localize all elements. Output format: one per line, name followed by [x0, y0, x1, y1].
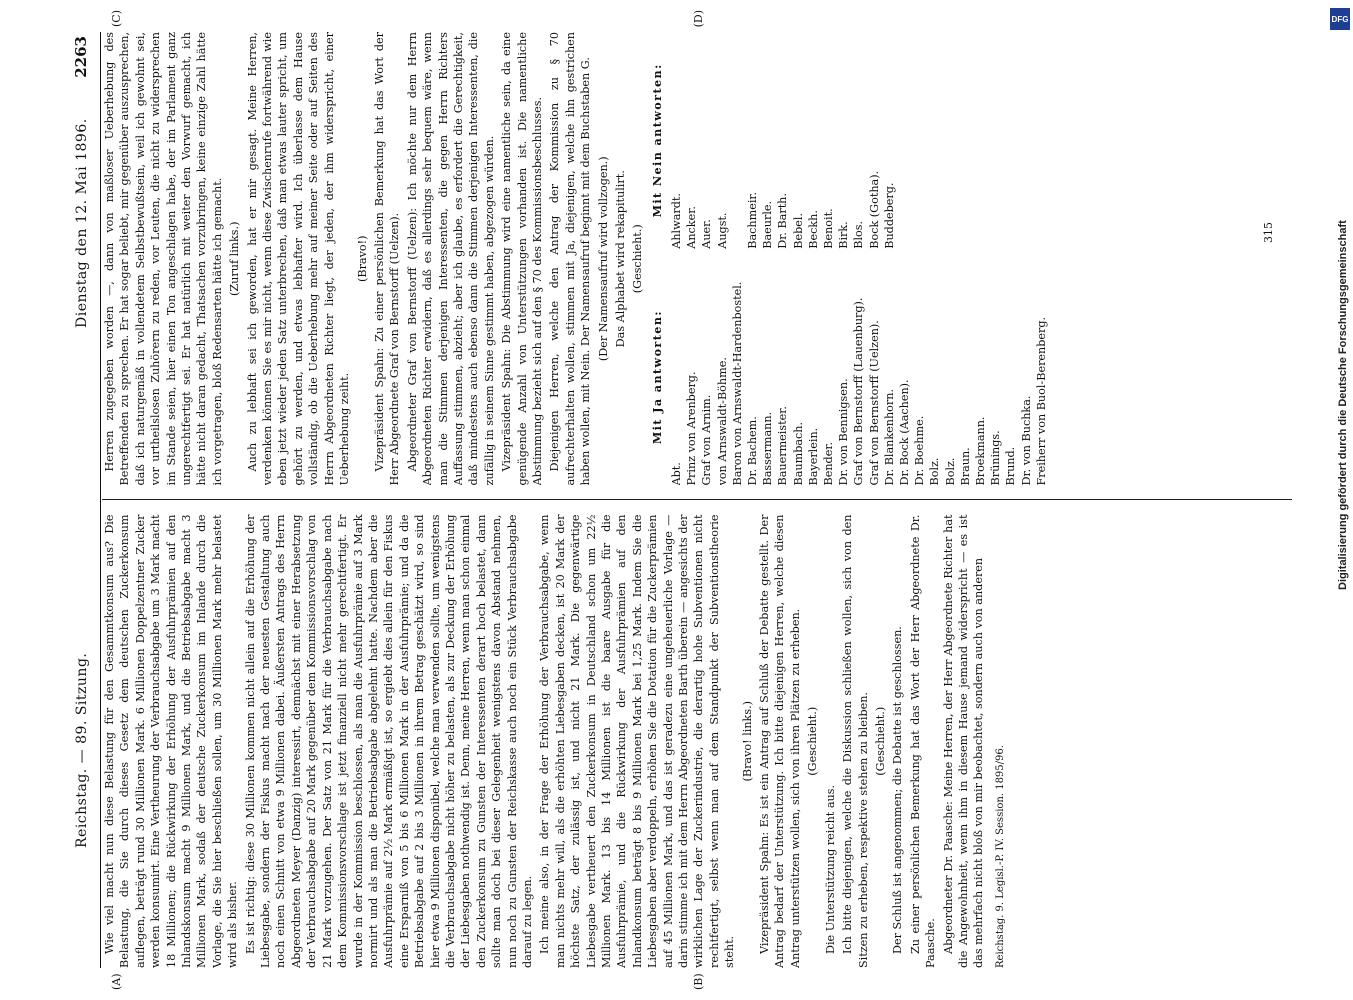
- margin-mark-c: (C): [109, 10, 123, 27]
- list-item: Baron von Arnswaldt-Hardenbostel.: [730, 281, 744, 486]
- paragraph: Diejenigen Herren, welche den Antrag der Kommission zu § 70 aufrechterhalten wollen, stimmen mit Ja, diejenigen, welche ihn gestrichen haben wollen, mit Nein. Der Namensaufruf beginnt mit dem Buchstaben G.: [547, 32, 592, 486]
- list-item: Bayerlein.: [806, 427, 820, 486]
- right-column: [102, 32, 1292, 486]
- footnote: Reichstag. 9. Legisl.-P. IV. Session. 1895/96.: [994, 745, 1006, 968]
- list-item: Brünings.: [988, 430, 1002, 486]
- paragraph: Abgeordneter Graf von Bernstorff (Uelzen): Ich möchte nur dem Herrn Abgeordneten Richter erwidern, daß es allerdings sehr bequem wäre, wenn man die Stimmen derjenigen Interessenten, die gegen Herrn Richters Auffassung stimmen, abzieht; aber ich glaube, es erfordert die Gerechtigkeit, daß mindestens auch ebenso dann die Stimmen derjenigen Interessenten, die zufällig in seinem Sinne gestimmt haben, abgezogen würden.: [405, 32, 496, 486]
- interjection: (Zuruf links.): [227, 221, 241, 296]
- list-item: Prinz von Arenberg.: [684, 371, 698, 486]
- list-item: Graf von Bernstorff (Lauenburg).: [851, 297, 865, 486]
- paragraph: Vizepräsident Spahn: Es ist ein Antrag auf Schluß der Debatte gestellt. Der Antrag bedarf der Unterstützung. Ich bitte diejenigen Herren, welche diesen Antrag unterstützen wollen, sich von ihren Plätzen zu erheben.: [757, 514, 802, 968]
- list-item: Graf von Arnim.: [699, 394, 713, 486]
- column-divider: [102, 500, 1292, 501]
- digitization-credit-strip: [1325, 0, 1353, 1000]
- interjection: (Bravo!): [355, 235, 368, 283]
- paragraph: Vizepräsident Spahn: Die Abstimmung wird eine namentliche sein, da eine genügende Anzahl von Unterstützungen vorhanden ist. Die namentliche Abstimmung bezieht sich auf den § 70 des Kommissionsbeschlusses.: [499, 32, 544, 486]
- list-item: Dr. Bachem.: [745, 416, 759, 486]
- list-item: Buddeberg.: [882, 182, 896, 249]
- margin-mark-b: (B): [691, 973, 705, 990]
- no-vote-list: [649, 32, 1048, 249]
- list-item: Dr. Blankenhorn.: [882, 388, 896, 486]
- header-date: Dienstag den 12. Mai 1896.: [73, 118, 90, 328]
- margin-mark-a: (A): [109, 973, 123, 990]
- list-item: Dr. von Bennigsen.: [836, 378, 850, 486]
- list-item: Bolz.: [927, 457, 941, 486]
- paragraph: Zu einer persönlichen Bemerkung hat das Wort der Herr Abgeordnete Dr. Paasche.: [908, 514, 937, 968]
- list-item: Dr. Barth.: [775, 193, 789, 249]
- paragraph: Ich bitte diejenigen, welche die Diskussion schließen wollen, sich von den Sitzen zu erheben, respektive stehen zu bleiben.: [840, 514, 869, 968]
- list-item: Bender.: [821, 441, 835, 486]
- interjection: (Bravo! links.): [740, 701, 754, 782]
- list-item: Dr. Boehme.: [912, 415, 926, 486]
- list-item: Birk.: [836, 221, 850, 249]
- paragraph: Wie viel macht nun diese Belastung für den Gesammtkonsum aus? Die Belastung, die Sie durch dieses Gesetz dem deutschen Zuckerkonsum auflegen, beträgt rund 30 Millionen Mark. 6 Millionen Doppelzentner Zucker werden konsumirt. Eine Vertheurung der Verbrauchsabgabe um 3 Mark macht 18 Millionen; die Rückwirkung der Erhöhung der Ausfuhrprämien auf den Inlandskonsum macht 9 Millionen Mark, und die Betriebsabgabe macht 3 Millionen Mark, sodaß der deutsche Zuckerkonsum im Inlande durch die Vorlage, die Sie hier beschließen sollen, um 30 Millionen Mark mehr belastet wird als bisher.: [102, 514, 239, 968]
- yes-vote-heading: Mit Ja antworten:: [649, 310, 664, 445]
- list-item: Baeurle.: [760, 200, 774, 249]
- interjection: (Geschieht.): [805, 706, 819, 776]
- sheet-number: 315: [1261, 222, 1275, 243]
- left-column: [102, 515, 1292, 969]
- rotated-document-page: [52, 10, 1302, 990]
- text-columns: [102, 32, 1292, 968]
- header-session-title: Reichstag. — 89. Sitzung.: [73, 652, 90, 848]
- paragraph: Herren zugegeben worden —, dann von maßloser Ueberhebung des Betreffenden zu sprechen. Er hat sogar beliebt, mir gegenüber auszusprechen, daß ich naturgemäß in vollendetem Selbstbewußtsein, weil ich gewohnt sei, vor urtheilslosen Zuhörern zu reden, vor Leuten, die nicht zu widersprechen im Stande seien, hier einen Ton angeschlagen habe, der im Parlament ganz ungerechtfertigt sei. Er hat natürlich mit weiter den Vorwurf gemacht, ich hätte nicht daran gedacht, Thatsachen vorzubringen, keine einzige Zahl hätte ich vorgetragen, bloß Redensarten hätte ich gemacht.: [102, 32, 224, 486]
- list-item: Beckh.: [806, 210, 820, 249]
- paragraph: Das Alphabet wird rekapitulirt.: [613, 170, 627, 348]
- list-item: Bassermann.: [760, 411, 774, 486]
- list-item: Bauermeister.: [775, 406, 789, 486]
- list-item: Broekmann.: [973, 416, 987, 486]
- dfg-logo: DFG: [1330, 8, 1350, 30]
- no-vote-heading: Mit Nein antworten:: [649, 63, 664, 218]
- list-item: Baumbach.: [791, 421, 805, 486]
- list-item: [729, 32, 744, 249]
- list-item: Bachmeir.: [745, 191, 759, 249]
- list-item: Brund.: [1003, 446, 1017, 486]
- digitization-credit: Digitalisierung gefördert durch die Deutsche Forschungsgemeinschaft: [1337, 220, 1349, 590]
- paragraph: Die Unterstützung reicht aus.: [823, 784, 837, 954]
- list-item: Auer.: [699, 219, 713, 249]
- list-item: Graf von Bernstorff (Uelzen).: [867, 320, 881, 486]
- paragraph: Vizepräsident Spahn: Zu einer persönlichen Bemerkung hat das Wort der Herr Abgeordnete Graf von Bernstorff (Uelzen).: [372, 32, 401, 486]
- list-item: Braun.: [958, 447, 972, 486]
- vote-lists: [649, 32, 1048, 486]
- list-item: Augst.: [715, 212, 729, 249]
- list-item: Ahlwardt.: [669, 193, 683, 249]
- page-header: [66, 32, 101, 968]
- paragraph: Ich meine also, in der Frage der Erhöhung der Verbrauchsabgabe, wenn man nichts mehr will, als die erhöhten Liebesgaben decken, ist 20 Mark der höchste Satz, der zulässig ist, und nicht 21 Mark. Die gegenwärtige Liebesgabe vertheuert den Zuckerkonsum in Deutschland schon um 22½ Millionen Mark. 13 bis 14 Millionen ist die baare Ausgabe für die Ausfuhrprämie, und die Rückwirkung der Ausfuhrprämien auf den Inlandkonsum beträgt 8 bis 9 Millionen Mark bei 1,25 Mark. Indem Sie die Liebesgaben aber verdoppeln, erhöhen Sie die Dotation für die Zuckerprämien auf 45 Millionen Mark, und das ist geradezu eine ungeheuerliche Vorlage — darin stimme ich mit dem Herrn Abgeordneten Barth überein — angesichts der wirklichen Lage der Zuckerindustrie, die derartig hohe Subventionen nicht rechtfertigt, selbst wenn man auf dem Standpunkt der Subventionstheorie steht.: [537, 514, 736, 968]
- list-item: Freiherr von Buol-Berenberg.: [1034, 316, 1048, 486]
- list-item: Bolz.: [943, 457, 957, 486]
- list-item: Abt.: [669, 462, 683, 486]
- list-item: Blos.: [851, 220, 865, 249]
- paragraph: Abgeordneter Dr. Paasche: Meine Herren, der Herr Abgeordnete Richter hat die Angewohnheit, wenn ihm in diesem Hause jemand widerspricht — es ist das mehrfach nicht bloß von mir beobachtet, sondern auch von anderen: [941, 514, 985, 968]
- list-item: Benoit.: [821, 208, 835, 249]
- list-item: Bock (Gotha).: [867, 170, 881, 249]
- paragraph: Es ist richtig: diese 30 Millionen kommen nicht allein auf die Erhöhung der Liebesgabe, sondern der Fiskus macht nach der neuesten Gestaltung auch noch einen Schnitt von etwa 9 Millionen dabei. Äußersten Antrags des Herrn Abgeordneten Meyer (Danzig) interessirt, demnächst mit einer Herabsetzung der Verbrauchsabgabe auf 20 Mark gegenüber dem Kommissionsvorschlag von 21 Mark vorzugehen. Der Satz von 21 Mark für die Verbrauchsabgabe nach dem Kommissionsvorschlage ist jetzt finanziell nicht mehr gerechtfertigt. Er wurde in der Kommission beschlossen, als man die Ausfuhrprämie auf 3 Mark normirt und als man die Betriebsabgabe abgelehnt hatte. Nachdem aber die Ausfuhrprämie auf 2½ Mark ermäßigt ist, so ergiebt dies allein für den Fiskus eine Ersparniß von 5 bis 6 Millionen Mark in der Ausfuhrprämie; und da die Betriebsabgabe auf 2 bis 3 Millionen in ihrem Betrag geschätzt wird, so sind hier etwa 9 Millionen disponibel, welche man verwenden sollte, um wenigstens die Verbrauchsabgabe nicht höher zu belasten, als zur Deckung der Erhöhung der Liebesgaben nothwendig ist. Denn, meine Herren, wenn man schon einmal den Zuckerkonsum zu Gunsten der Interessenten derart hoch belastet, dann sollte man doch bei dieser Gelegenheit wenigstens davon Abstand nehmen, nun noch zu Gunsten der Reichskasse auch noch ein Stück Verbrauchsabgabe darauf zu legen.: [243, 514, 534, 968]
- paragraph: Auch zu lebhaft sei ich geworden, hat er mir gesagt. Meine Herren, verdenken können Sie es mir nicht, wenn diese Zwischenrufe fortwährend wie eben jetzt wieder jeden Satz unterbrechen, daß man etwas lauter spricht, um gehört zu werden, und etwas lebhafter wird. Ich überlasse dem Hause vollständig, ob die Ueberhebung mehr auf meiner Seite oder auf Seiten des Herrn Abgeordneten Richter liegt, der jeden, der ihm widerspricht, einer Ueberhebung zeiht.: [245, 32, 351, 486]
- interjection: (Geschieht.): [630, 224, 644, 294]
- page-number: 2263: [71, 36, 90, 78]
- yes-vote-list: [649, 269, 1048, 486]
- list-item: Ancker.: [684, 206, 698, 249]
- list-item: von Arnswaldt-Böhme.: [715, 357, 729, 486]
- list-item: Dr. Bock (Aachen).: [897, 379, 911, 486]
- margin-mark-d: (D): [691, 10, 705, 28]
- interjection: (Geschieht.): [873, 706, 887, 776]
- paragraph: Der Schluß ist angenommen; die Debatte ist geschlossen.: [890, 626, 904, 954]
- list-item: Bebel.: [791, 212, 805, 249]
- list-item: Dr. von Buchka.: [1019, 395, 1033, 486]
- interjection: (Der Namensaufruf wird vollzogen.): [596, 156, 610, 362]
